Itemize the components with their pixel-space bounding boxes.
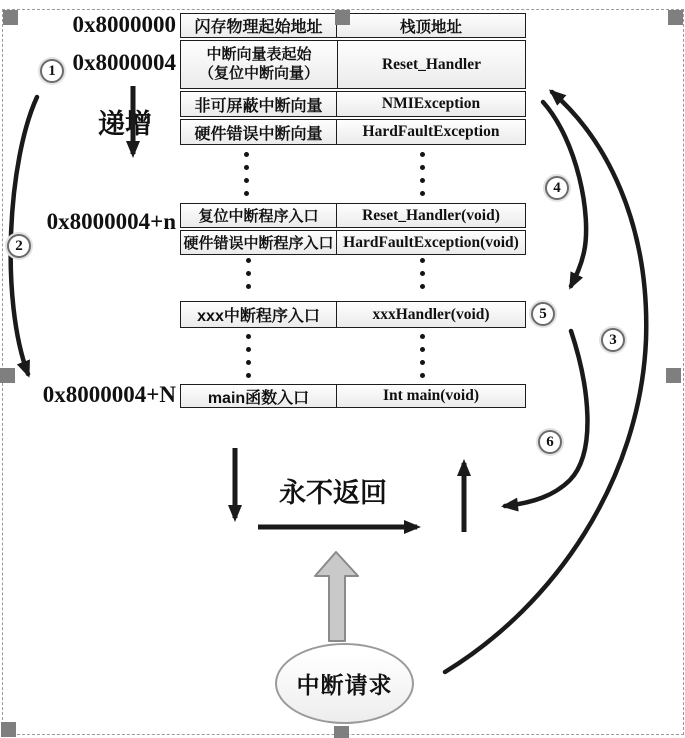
step3-arc-arrow xyxy=(445,92,646,672)
ellipsis-dots xyxy=(244,152,249,196)
cell-xxx-entry-fn: xxxHandler(void) xyxy=(372,305,490,323)
cell-main-entry-fn: Int main(void) xyxy=(382,387,480,404)
cell-hardfault-exception: HardFaultException xyxy=(362,123,500,140)
table-row xyxy=(180,13,526,38)
selection-handle-top-right[interactable] xyxy=(668,10,683,25)
selection-handle-top-left[interactable] xyxy=(3,10,18,25)
handler-table xyxy=(180,203,526,257)
cell-hardfault-entry: 硬件错误中断程序入口 xyxy=(181,231,337,254)
table-row xyxy=(180,384,526,408)
never-return-label: 永不返回 xyxy=(279,478,387,508)
cell-main-entry: main函数入口 xyxy=(181,385,337,407)
address-vector-N: 0x8000004+N xyxy=(42,382,176,407)
cell-nmi-exception: NMIException xyxy=(381,95,481,112)
cell-reset-handler: Reset_Handler xyxy=(381,55,481,73)
table-row xyxy=(180,91,526,117)
selection-handle-right-middle[interactable] xyxy=(666,368,681,383)
selection-handle-bottom-middle[interactable] xyxy=(334,726,349,738)
ellipsis-dots xyxy=(246,258,251,289)
selection-handle-top-middle[interactable] xyxy=(335,10,350,25)
interrupt-request-ellipse: 中断请求 xyxy=(275,643,414,724)
cell-reset-entry-fn: Reset_Handler(void) xyxy=(362,206,500,224)
step-circle-5: 5 xyxy=(531,302,555,326)
ellipsis-dots xyxy=(246,334,251,378)
cell-nmi-vector: 非可屏蔽中断向量 xyxy=(181,92,337,116)
vector-table xyxy=(180,13,526,147)
table-row xyxy=(180,230,526,255)
ellipsis-dots xyxy=(420,334,425,378)
cell-vector-start-line1: 中断向量表起始 xyxy=(206,45,312,63)
address-vector-start: 0x8000004 xyxy=(72,50,176,75)
ellipsis-dots xyxy=(420,152,425,196)
address-flash-start: 0x8000000 xyxy=(72,12,176,37)
cell-stack-top: 栈顶地址 xyxy=(399,18,462,36)
table-row xyxy=(180,40,526,89)
main-table xyxy=(180,384,526,410)
xxx-handler-table xyxy=(180,301,526,330)
selection-handle-bottom-left[interactable] xyxy=(1,722,16,737)
cell-hardfault-entry-fn: HardFaultException(void) xyxy=(343,233,519,251)
interrupt-request-block-arrow xyxy=(315,552,358,641)
step-circle-2: 2 xyxy=(7,234,31,258)
address-vector-n: 0x8000004+n xyxy=(46,209,176,234)
increment-label: 递增 xyxy=(98,109,152,139)
step-circle-6: 6 xyxy=(538,430,562,454)
cell-vector-start xyxy=(181,41,338,88)
ellipsis-dots xyxy=(420,258,425,289)
cell-flash-start: 闪存物理起始地址 xyxy=(181,14,337,37)
step6-arc-arrow xyxy=(505,331,587,506)
step-circle-1: 1 xyxy=(40,59,64,83)
cell-vector-start-line2: （复位中断向量） xyxy=(198,64,319,82)
table-row xyxy=(180,119,526,145)
step-circle-4: 4 xyxy=(545,176,569,200)
cell-reset-entry: 复位中断程序入口 xyxy=(181,204,337,227)
table-row xyxy=(180,301,526,328)
table-row xyxy=(180,203,526,228)
cell-xxx-entry: xxx中断程序入口 xyxy=(181,302,337,327)
cell-hardfault-vector: 硬件错误中断向量 xyxy=(181,120,337,144)
step-circle-3: 3 xyxy=(601,328,625,352)
selection-handle-left-middle[interactable] xyxy=(0,368,15,383)
